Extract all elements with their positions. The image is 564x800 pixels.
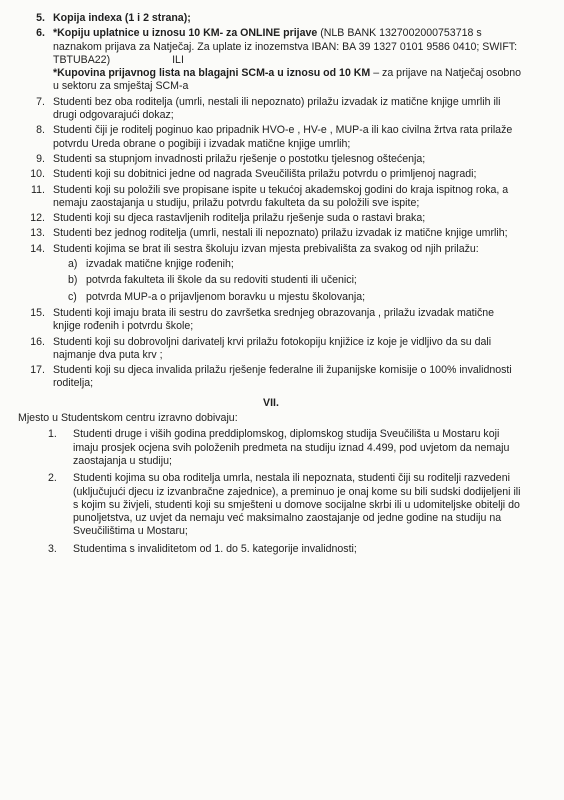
item-text: Studenti koji su dobrovoljni darivatelj krvi prilažu fotokopiju knjižice iz koje je vidljivo da su dali najmanje dva puta krv ;	[53, 335, 492, 361]
item-number: 3.	[48, 542, 57, 555]
sub-text: potvrda fakulteta ili škole da su redoviti studenti ili učenici;	[86, 274, 357, 287]
item-text: Studenti koji su položili sve propisane ispite u tekućoj akademskoj godini do kraja ispitnog roka, a nemaju zaostajanja u studiju, prilažu potvrdu fakulteta da su položili sve ispite;	[53, 183, 509, 209]
sub-text: potvrda MUP-a o prijavljenom boravku u mjestu školovanja;	[86, 290, 366, 303]
section-item-3	[18, 543, 524, 556]
list-item-16	[18, 336, 524, 363]
item-number: 7.	[36, 95, 45, 108]
list-item-10	[18, 168, 524, 181]
item-number: 11.	[31, 183, 45, 196]
sub-letter: a)	[68, 258, 78, 271]
list-item-15	[18, 307, 524, 334]
item-text: Studenti koji su djeca invalida prilažu rješenje federalne ili županijske komisije o 100% invalidnosti roditelja;	[53, 364, 512, 390]
item-number: 16.	[30, 335, 45, 348]
list-item-7	[18, 96, 524, 123]
item-text: Studenti bez jednog roditelja (umrli, nestali ili nepoznato) prilažu izvadak iz matične knjige umrlih;	[53, 227, 508, 240]
sub-item-c	[18, 291, 524, 304]
item-text: Studenti bez oba roditelja (umrli, nestali ili nepoznato) prilažu izvadak iz matične knjige umrlih ili drugi odgovarajući dokaz;	[53, 95, 501, 122]
item-lead: *Kopiju uplatnice u iznosu 10 KM- za ONLINE prijave	[53, 27, 318, 40]
section-item-1	[18, 428, 524, 468]
item-text: (NLB BANK 1327002000753718 s naznakom prijava za Natječaj. Za uplate iz inozemstva IBAN: BA 39 1327 0101 9586 0410; SWIFT: TBTUBA22)	[53, 27, 518, 66]
item-text: Studenti druge i viših godina preddiplomskog, diplomskog studija Sveučilišta u Mostaru koji imaju prosjek ocjena svih položenih predmeta na studiju iznad 4.499, pod uvjetom da nemaju zaostajanja u studiju;	[73, 428, 510, 467]
list-item-8	[18, 124, 524, 151]
item-number: 8.	[36, 124, 45, 137]
section-intro: Mjesto u Studentskom centru izravno dobivaju:	[18, 412, 238, 425]
section-heading: VII.	[263, 396, 279, 409]
item-number: 14.	[30, 242, 45, 255]
item-text: Studenti kojima se brat ili sestra školuju izvan mjesta prebivališta za svakog od njih prilažu:	[53, 242, 479, 255]
item-number: 10.	[30, 168, 45, 181]
item-number: 9.	[36, 152, 45, 165]
list-item-9	[18, 153, 524, 166]
list-item-6	[18, 27, 524, 93]
list-item-11	[18, 184, 524, 211]
item-number: 6.	[36, 27, 45, 40]
item-number: 2.	[48, 472, 57, 485]
item-text: Studenti sa stupnjom invadnosti prilažu rješenje o postotku tjelesnog oštećenja;	[53, 152, 426, 165]
item-text: Studenti čiji je roditelj poginuo kao pripadnik HVO-e , HV-e , MUP-a ili kao civilna žrtva rata prilaže potvrdu Ureda obrane o pogibiji i izvadak matične knjige umrlih;	[53, 124, 513, 150]
list-item-13	[18, 227, 524, 240]
item-number: 17.	[30, 364, 45, 377]
sub-item-a	[18, 258, 524, 271]
sub-item-b	[18, 274, 524, 287]
list-item-17	[18, 364, 524, 391]
item-text: Studenti koji su dobitnici jedne od nagrada Sveučilišta prilažu potvrdu o primljenoj nagradi;	[53, 168, 477, 181]
list-item-14	[18, 243, 524, 256]
ili-separator: ILI	[172, 53, 184, 66]
item-number: 13.	[30, 227, 45, 240]
item-lead-2: *Kupovina prijavnog lista na blagajni SCM-a u iznosu od 10 KM	[53, 67, 371, 80]
sub-text: izvadak matične knjige rođenih;	[86, 258, 234, 271]
item-text: Studenti koji imaju brata ili sestru do završetka srednjeg obrazovanja , prilažu izvadak matične knjige rođenih i potvrdu škole;	[53, 306, 495, 333]
item-number: 1.	[48, 428, 57, 441]
item-text: Studenti koji su djeca rastavljenih roditelja prilažu rješenje suda o rastavi braka;	[53, 212, 426, 225]
item-text-2: – za prijave na Natječaj osobno u sektoru za smještaj SCM-a	[53, 67, 522, 93]
section-item-2	[18, 472, 524, 538]
item-number: 5.	[36, 12, 45, 24]
item-number: 15.	[30, 306, 45, 319]
item-text: Studenti kojima su oba roditelja umrla, nestala ili nepoznata, studenti čiji su roditelji razvedeni (uključujući djecu iz izvanbračne zajednice), a preminuo je onaj kome su bili sudski dodijeljeni ili s kojim su živjeli, studenti koji su smješteni u domove socijalne skrbi ili u udomiteljske obitelji do punoljetstva, uz uvjet da nemaju već maksimalno zaostajanje od jedne godine na studiju na Sveučilištima u Mostaru;	[73, 472, 521, 538]
sub-letter: c)	[68, 290, 77, 303]
item-lead: Kopija indexa (1 i 2 strana);	[53, 12, 191, 24]
list-item-5	[18, 12, 524, 25]
sub-letter: b)	[68, 274, 78, 287]
item-number: 12.	[30, 212, 45, 225]
item-text: Studentima s invaliditetom od 1. do 5. kategorije invalidnosti;	[73, 542, 357, 555]
list-item-12	[18, 212, 524, 225]
